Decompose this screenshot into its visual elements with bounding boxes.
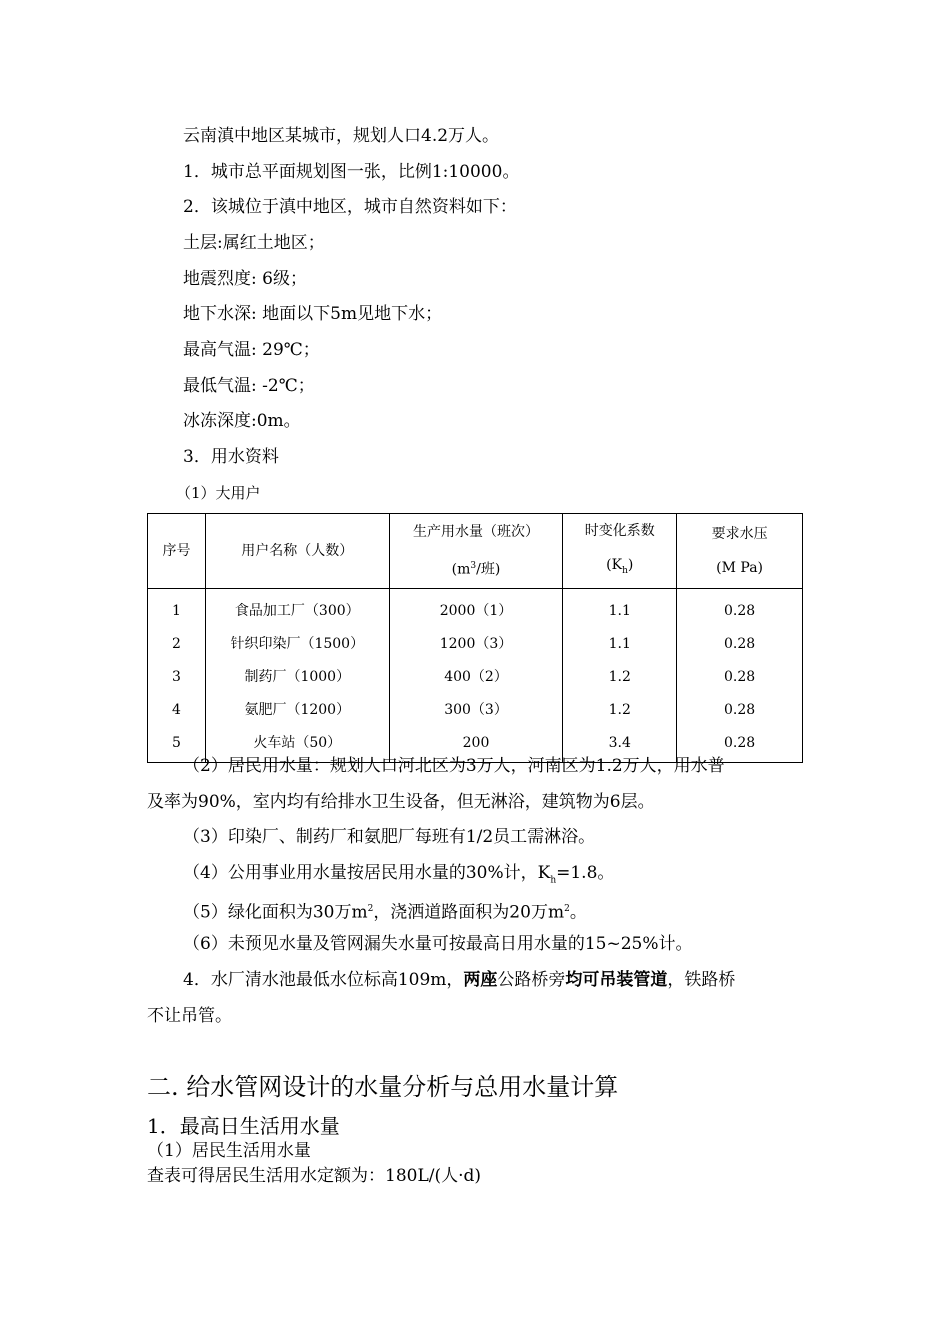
cell-index: 1 [148, 588, 206, 628]
cell-user-name: 氨肥厂（1200） [205, 694, 389, 727]
intro-line-population: 云南滇中地区某城市，规划人口4.2万人。 [183, 126, 500, 146]
cell-coefficient: 1.1 [563, 628, 677, 661]
table-header-row [148, 514, 803, 589]
cell-production-water: 200 [389, 727, 563, 763]
intro-line-min-temp: 最低气温: -2℃； [183, 376, 315, 396]
cell-coefficient: 1.2 [563, 661, 677, 694]
header-production-water: 生产用水量（班次） ($m^3/$班) [389, 514, 563, 589]
note-shower: （3）印染厂、制药厂和氨肥厂每班有1/2员工需淋浴。 [183, 827, 596, 847]
intro-line-large-users: （1）大用户 [176, 484, 261, 502]
section-heading: 二. 给水管网设计的水量分析与总用水量计算 [147, 1073, 619, 1101]
note-water-plant-line1: 4．水厂清水池最低水位标高109m，两座公路桥旁均可吊装管道，铁路桥 [183, 970, 736, 990]
header-kh-symbol: $(K_h)$ [606, 557, 634, 576]
cell-coefficient: 1.1 [563, 588, 677, 628]
note-public-utility: （4）公用事业用水量按居民用水量的30%计，$K_h=1.8$。 [183, 863, 615, 886]
header-user-name: 用户名称（人数） [205, 514, 389, 589]
cell-production-water: 300（3） [389, 694, 563, 727]
note-residential-line1: （2）居民用水量：规划人口河北区为3万人，河南区为1.2万人，用水普 [183, 756, 725, 776]
cell-coefficient: 3.4 [563, 727, 677, 763]
cell-production-water: 400（2） [389, 661, 563, 694]
intro-line-location: 2．该城位于滇中地区，城市自然资料如下： [183, 197, 517, 217]
cell-user-name: 食品加工厂（300） [205, 588, 389, 628]
cell-index: 2 [148, 628, 206, 661]
header-required-pressure: 要求水压 (M Pa) [677, 514, 803, 589]
cell-production-water: 2000（1） [389, 588, 563, 628]
note-water-plant-line2: 不让吊管。 [147, 1006, 232, 1026]
subsection-residential: （1）居民生活用水量 [147, 1141, 311, 1161]
cell-coefficient: 1.2 [563, 694, 677, 727]
residential-quota-line: 查表可得居民生活用水定额为：180L/(人·d) [147, 1166, 482, 1186]
cell-pressure: 0.28 [677, 628, 803, 661]
intro-line-groundwater: 地下水深: 地面以下5m见地下水； [183, 304, 443, 324]
table-row [148, 588, 803, 628]
header-production-unit: ($m^3/$班) [451, 561, 501, 578]
intro-line-soil: 土层:属红土地区； [183, 233, 325, 253]
cell-index: 3 [148, 661, 206, 694]
cell-pressure: 0.28 [677, 694, 803, 727]
table-row [148, 661, 803, 694]
cell-user-name: 火车站（50） [205, 727, 389, 763]
cell-pressure: 0.28 [677, 727, 803, 763]
cell-user-name: 制药厂（1000） [205, 661, 389, 694]
large-users-table [147, 513, 803, 763]
table-row [148, 694, 803, 727]
intro-line-map: 1．城市总平面规划图一张，比例1:10000。 [183, 162, 520, 182]
cell-user-name: 针织印染厂（1500） [205, 628, 389, 661]
cell-production-water: 1200（3） [389, 628, 563, 661]
cell-index: 5 [148, 727, 206, 763]
intro-line-water-data: 3．用水资料 [183, 447, 279, 467]
cell-pressure: 0.28 [677, 661, 803, 694]
intro-line-earthquake: 地震烈度: 6级； [183, 269, 307, 289]
note-unforeseen-water: （6）未预见水量及管网漏失水量可按最高日用水量的15~25%计。 [183, 934, 693, 954]
subsection-heading: 1．最高日生活用水量 [147, 1114, 340, 1138]
note-green-area: （5）绿化面积为30万$m^2$，浇洒道路面积为20万$m^2$。 [183, 902, 587, 923]
intro-line-frost-depth: 冰冻深度:0m。 [183, 411, 301, 431]
cell-pressure: 0.28 [677, 588, 803, 628]
header-index: 序号 [148, 514, 206, 589]
table-row [148, 628, 803, 661]
cell-index: 4 [148, 694, 206, 727]
header-hourly-coefficient: 时变化系数 $(K_h)$ [563, 514, 677, 589]
intro-line-max-temp: 最高气温: 29℃； [183, 340, 320, 360]
note-residential-line2: 及率为90%，室内均有给排水卫生设备，但无淋浴，建筑物为6层。 [147, 792, 655, 812]
